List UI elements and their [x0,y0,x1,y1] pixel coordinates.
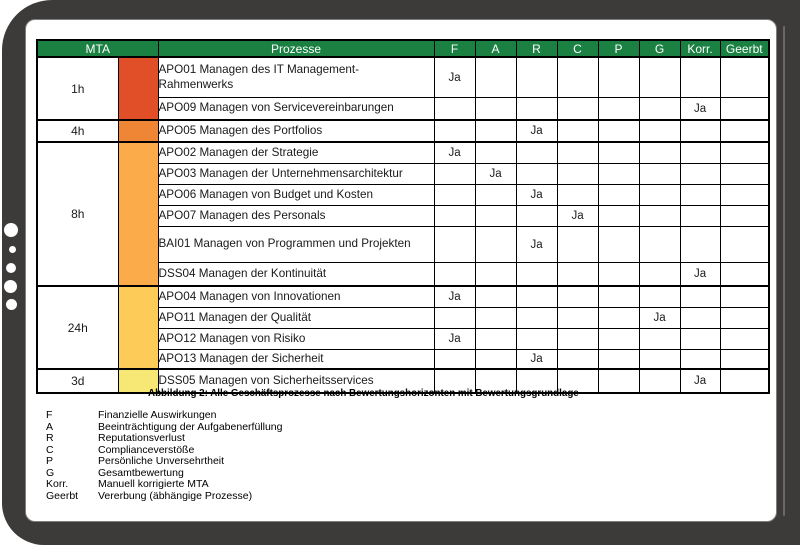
criterion-cell-geerbt [720,350,769,370]
criterion-cell-p [598,227,639,263]
legend-item [46,491,282,503]
criterion-cell-p [598,185,639,206]
criterion-cell-g [639,142,680,164]
criterion-cell-g [639,120,680,142]
legend-key: F [46,409,53,421]
mta-color-strip [118,120,158,142]
criterion-cell-geerbt [720,329,769,350]
criterion-cell-r: Ja [516,227,557,263]
column-header-f: F [434,40,475,57]
process-name: BAI01 Managen von Programmen und Projekten [158,227,434,263]
criterion-cell-geerbt [720,57,769,98]
criterion-cell-korr [680,350,720,370]
process-name: APO11 Managen der Qualität [158,308,434,329]
process-name: APO06 Managen von Budget und Kosten [158,185,434,206]
legend-key: P [46,455,54,467]
criterion-cell-f [434,185,475,206]
criterion-cell-p [598,120,639,142]
criterion-cell-r: Ja [516,120,557,142]
screen-panel [25,19,777,522]
criterion-cell-a [475,206,516,227]
legend-description: Finanzielle Auswirkungen [98,409,217,421]
criterion-cell-r [516,329,557,350]
criterion-cell-c [557,263,598,287]
criterion-cell-p [598,57,639,98]
criterion-cell-geerbt [720,185,769,206]
criterion-cell-geerbt [720,263,769,287]
process-row [37,286,769,308]
column-header-prozesse: Prozesse [158,40,434,57]
criterion-cell-geerbt [720,142,769,164]
criterion-cell-f [434,164,475,185]
criterion-cell-r [516,206,557,227]
criterion-cell-g [639,98,680,121]
criterion-cell-f [434,227,475,263]
criterion-cell-r [516,263,557,287]
process-name: APO09 Managen von Servicevereinbarungen [158,98,434,121]
criterion-cell-p [598,142,639,164]
criterion-cell-r: Ja [516,350,557,370]
criterion-cell-r [516,164,557,185]
bezel-dot [9,246,16,253]
criterion-cell-a [475,142,516,164]
figure-caption: Abbildung 2: Alle Geschäftsprozesse nach Bewertungshorizonten mit Bewertungsgrundlage [148,388,579,399]
bezel-dot [4,280,17,293]
criterion-cell-f [434,98,475,121]
criterion-cell-f: Ja [434,57,475,98]
criterion-cell-p [598,286,639,308]
criterion-cell-c [557,57,598,98]
legend-description: Reputationsverlust [98,432,185,444]
criterion-cell-f [434,308,475,329]
criterion-cell-g [639,206,680,227]
criterion-cell-geerbt [720,164,769,185]
criterion-cell-korr: Ja [680,369,720,393]
mta-color-strip [118,286,158,369]
mta-label: 8h [37,142,118,286]
criterion-cell-g [639,263,680,287]
criterion-cell-korr [680,329,720,350]
table-header-row [37,40,769,57]
column-header-c: C [557,40,598,57]
criterion-cell-c [557,286,598,308]
column-header-p: P [598,40,639,57]
criterion-cell-r [516,98,557,121]
criterion-cell-a [475,185,516,206]
criterion-cell-geerbt [720,98,769,121]
mta-label: 1h [37,57,118,120]
legend-key: C [46,443,54,456]
criterion-cell-a [475,57,516,98]
criterion-cell-c [557,164,598,185]
mta-label: 24h [37,286,118,369]
criterion-cell-a [475,227,516,263]
process-name: DSS05 Managen von Sicherheitsservices [158,369,434,393]
criterion-cell-f: Ja [434,286,475,308]
criterion-cell-g [639,350,680,370]
legend-description: Beeinträchtigung der Aufgabenerfüllung [98,420,283,433]
process-row [37,57,769,98]
legend-key: Korr. [46,478,69,490]
criterion-cell-f [434,263,475,287]
criterion-cell-f: Ja [434,329,475,350]
mta-label: 4h [37,120,118,142]
criterion-cell-c [557,350,598,370]
criterion-cell-c [557,227,598,263]
mta-color-strip [118,142,158,286]
criterion-cell-r [516,142,557,164]
criterion-cell-korr [680,227,720,263]
criterion-cell-p [598,329,639,350]
criterion-cell-g [639,185,680,206]
criterion-cell-c: Ja [557,206,598,227]
criterion-cell-c [557,185,598,206]
criterion-cell-p [598,263,639,287]
criterion-cell-c [557,120,598,142]
process-name: APO12 Managen von Risiko [158,329,434,350]
legend-description: Manuell korrigierte MTA [98,478,209,490]
bezel-dot [4,223,18,237]
criterion-cell-korr [680,308,720,329]
criterion-cell-korr: Ja [680,98,720,121]
process-name: APO01 Managen des IT Management-Rahmenwerks [158,57,434,98]
criterion-cell-korr [680,185,720,206]
criterion-cell-p [598,308,639,329]
criterion-cell-f: Ja [434,142,475,164]
legend-key: R [46,432,54,444]
mta-color-strip [118,57,158,120]
criterion-cell-korr [680,286,720,308]
column-header-r: R [516,40,557,57]
criterion-cell-p [598,206,639,227]
criterion-cell-korr [680,206,720,227]
criterion-cell-a [475,98,516,121]
criterion-cell-p [598,350,639,370]
criterion-cell-f [434,120,475,142]
column-header-g: G [639,40,680,57]
criterion-cell-geerbt [720,120,769,142]
bezel-ridge [783,26,785,516]
process-name: APO04 Managen von Innovationen [158,286,434,308]
criterion-cell-c [557,329,598,350]
criterion-cell-geerbt [720,206,769,227]
criterion-cell-geerbt [720,308,769,329]
criterion-cell-r [516,308,557,329]
legend [46,410,282,502]
legend-description: Persönliche Unversehrtheit [98,455,225,467]
criterion-cell-geerbt [720,286,769,308]
criterion-cell-g [639,286,680,308]
criterion-cell-g [639,227,680,263]
column-header-korr: Korr. [680,40,720,57]
bezel-dot [6,263,16,273]
criterion-cell-p [598,98,639,121]
process-name: DSS04 Managen der Kontinuität [158,263,434,287]
criterion-cell-r: Ja [516,185,557,206]
column-header-a: A [475,40,516,57]
process-row [37,142,769,164]
process-row [37,120,769,142]
process-name: APO07 Managen des Personals [158,206,434,227]
criterion-cell-g [639,164,680,185]
criterion-cell-a [475,120,516,142]
criterion-cell-korr: Ja [680,263,720,287]
process-name: APO05 Managen des Portfolios [158,120,434,142]
mta-label: 3d [37,369,118,393]
process-name: APO13 Managen der Sicherheit [158,350,434,370]
criterion-cell-a [475,286,516,308]
legend-description: Complianceverstöße [98,443,195,456]
bezel-dot [6,299,17,310]
criterion-cell-f [434,350,475,370]
criterion-cell-a [475,329,516,350]
criterion-cell-f [434,206,475,227]
criterion-cell-c [557,142,598,164]
criterion-cell-p [598,164,639,185]
criterion-cell-g [639,329,680,350]
process-name: APO03 Managen der Unternehmensarchitektur [158,164,434,185]
legend-key: A [46,420,54,433]
criterion-cell-r [516,286,557,308]
criterion-cell-korr [680,57,720,98]
criterion-cell-a: Ja [475,164,516,185]
legend-description: Gesamtbewertung [98,466,184,479]
criterion-cell-g: Ja [639,308,680,329]
process-table [36,39,770,394]
process-name: APO02 Managen der Strategie [158,142,434,164]
criterion-cell-korr [680,164,720,185]
legend-key: Geerbt [46,489,79,502]
legend-key: G [46,466,55,479]
criterion-cell-a [475,263,516,287]
criterion-cell-a [475,350,516,370]
column-header-mta: MTA [37,40,158,57]
criterion-cell-korr [680,142,720,164]
criterion-cell-g [639,57,680,98]
criterion-cell-geerbt [720,227,769,263]
criterion-cell-korr [680,120,720,142]
criterion-cell-a [475,308,516,329]
column-header-geerbt: Geerbt [720,40,769,57]
legend-description: Vererbung (äbhängige Prozesse) [98,489,253,502]
criterion-cell-c [557,308,598,329]
criterion-cell-c [557,98,598,121]
criterion-cell-r [516,57,557,98]
